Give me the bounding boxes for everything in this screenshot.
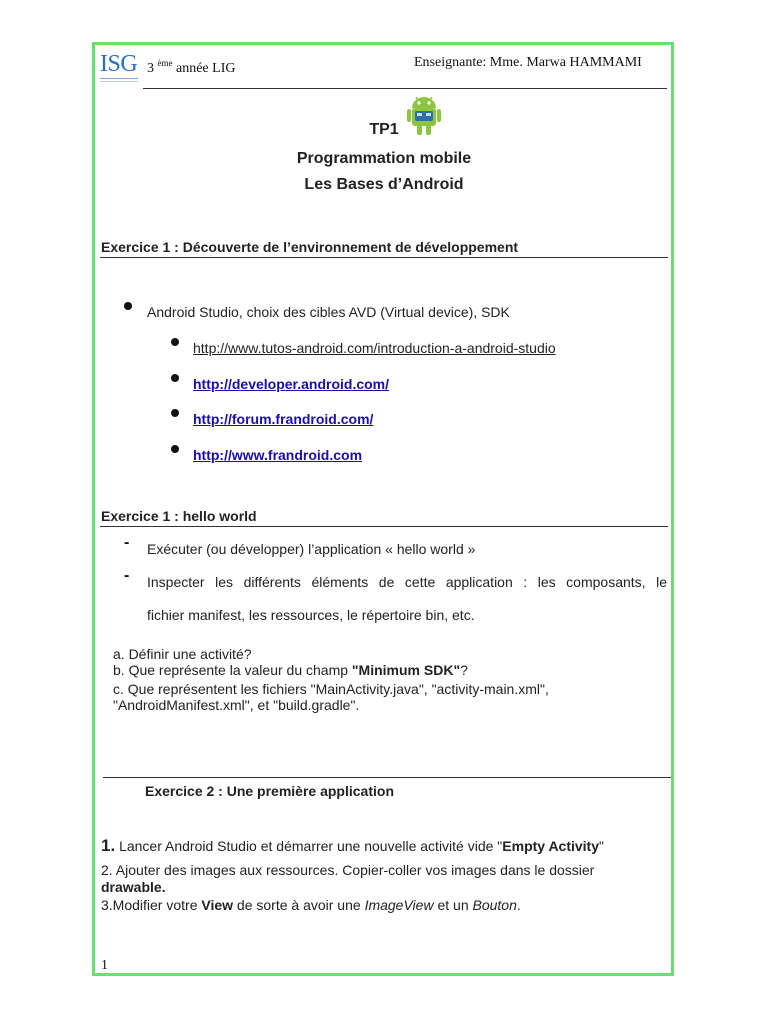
- exercise-env-title: Exercice 1 : Découverte de l’environnement de développement: [101, 239, 519, 255]
- page-number: 1: [101, 958, 108, 973]
- step-3-text: et un: [433, 897, 473, 913]
- bullet-icon: [124, 302, 132, 310]
- hello-item-2: Inspecter les différents éléments de cette application : les composants, le: [147, 574, 667, 590]
- step-1-end: ": [599, 838, 604, 854]
- step-1-text: Lancer Android Studio et démarrer une nouvelle activité vide ": [115, 838, 503, 854]
- dash-marker: -: [124, 567, 130, 584]
- course-title: Programmation mobile: [296, 150, 472, 167]
- link-developer-android[interactable]: http://developer.android.com/: [193, 376, 390, 392]
- step-2: 2. Ajouter des images aux ressources. Copier-coller vos images dans le dossier: [101, 862, 595, 878]
- question-b-field: "Minimum SDK": [351, 662, 461, 678]
- year-superscript: ème: [157, 58, 173, 68]
- bullet-icon: [171, 374, 179, 382]
- step-3-view: View: [201, 897, 234, 913]
- link-tutos-android[interactable]: http://www.tutos-android.com/introduction-a-android-studio: [193, 340, 556, 356]
- class-year: [147, 58, 235, 77]
- question-c: c. Que représentent les fichiers "MainActivity.java", "activity-main.xml",: [113, 681, 549, 697]
- step-3-text: de sorte à avoir une: [233, 897, 365, 913]
- section-divider: [103, 777, 671, 778]
- exercise-app-title: Exercice 2 : Une première application: [145, 783, 394, 799]
- question-b-text: b. Que représente la valeur du champ: [113, 662, 352, 678]
- bullet-text: Android Studio, choix des cibles AVD (Virtual device), SDK: [147, 304, 510, 320]
- logo-underline: [100, 78, 138, 79]
- step-1-number: 1.: [101, 836, 116, 855]
- section-divider: [100, 526, 668, 527]
- teacher-name: Enseignante: Mme. Marwa HAMMAMI: [414, 55, 642, 70]
- question-b-end: ?: [460, 662, 468, 678]
- header-divider: [143, 88, 667, 89]
- section-divider: [100, 257, 668, 258]
- bullet-icon: [171, 409, 179, 417]
- question-a: a. Définir une activité?: [113, 646, 252, 662]
- hello-item-2-cont: fichier manifest, les ressources, le répertoire bin, etc.: [147, 607, 475, 623]
- link-forum-frandroid[interactable]: http://forum.frandroid.com/: [193, 411, 374, 427]
- year-label: année LIG: [176, 61, 236, 76]
- logo-underline: [100, 81, 138, 82]
- dash-marker: -: [124, 534, 130, 551]
- topic-title: Les Bases d’Android: [304, 176, 464, 193]
- tp-title: TP1: [369, 121, 399, 138]
- bullet-icon: [171, 338, 179, 346]
- question-c-cont: "AndroidManifest.xml", et "build.gradle".: [113, 697, 360, 713]
- link-frandroid[interactable]: http://www.frandroid.com: [193, 447, 363, 463]
- question-b: [113, 662, 468, 678]
- hello-item-1: Exécuter (ou développer) l’application « hello world »: [147, 541, 476, 557]
- step-3-end: .: [516, 897, 521, 913]
- step-3-imageview: ImageView: [364, 897, 434, 913]
- step-3-bouton: Bouton: [472, 897, 517, 913]
- bullet-icon: [171, 445, 179, 453]
- step-1: [101, 838, 604, 854]
- step-3-text: 3.Modifier votre: [101, 897, 202, 913]
- step-3: [101, 897, 521, 913]
- year-number: 3: [147, 61, 154, 76]
- step-2-folder: drawable.: [101, 879, 166, 895]
- exercise-hello-title: Exercice 1 : hello world: [101, 508, 257, 524]
- isg-logo: ISG: [100, 51, 138, 77]
- step-1-bold: Empty Activity: [502, 838, 600, 854]
